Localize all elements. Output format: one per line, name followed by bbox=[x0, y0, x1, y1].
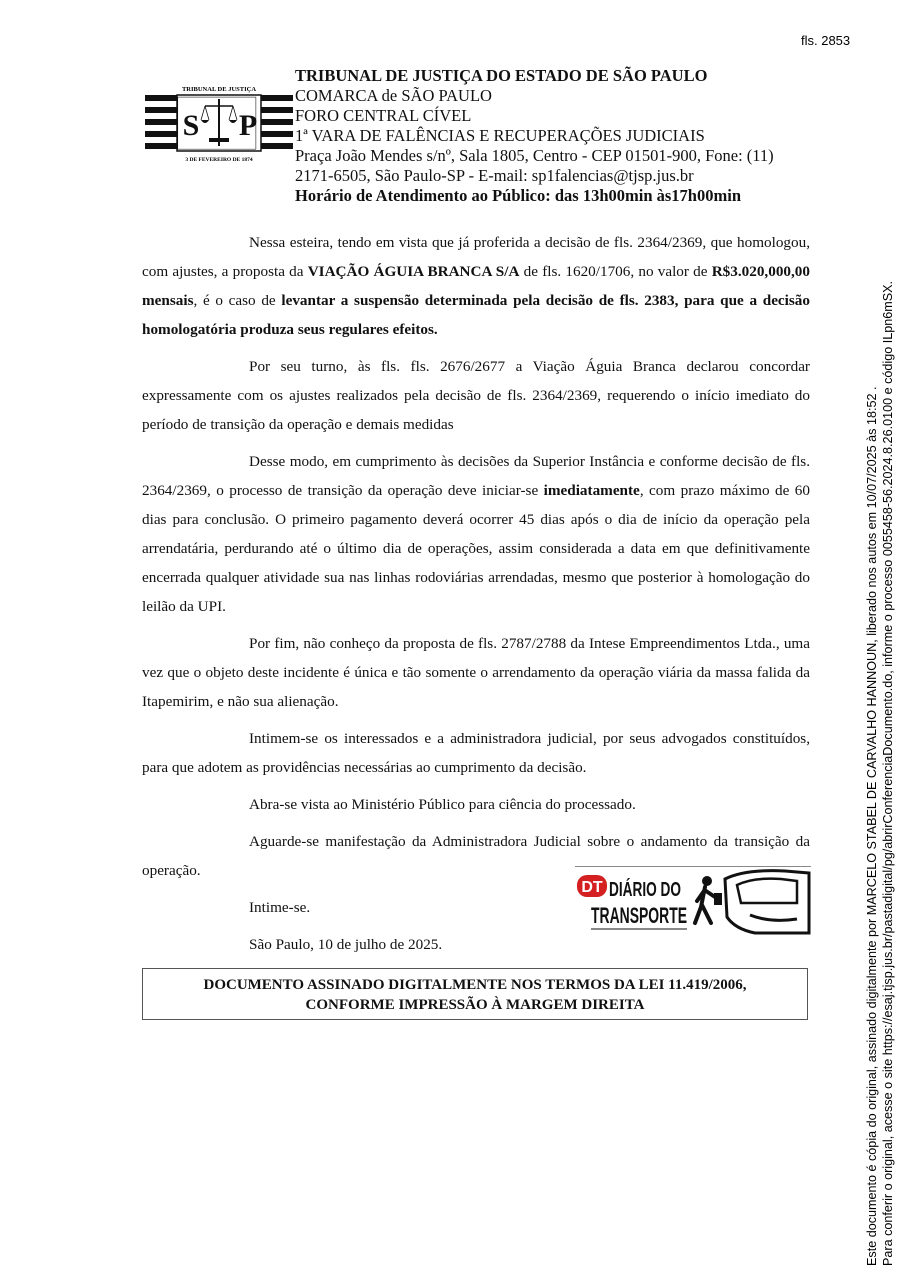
margin-authentication-text bbox=[864, 206, 900, 1266]
header-office-hours: Horário de Atendimento ao Público: das 13h00min às17h00min bbox=[295, 186, 741, 205]
p1-company-name: VIAÇÃO ÁGUIA BRANCA S/A bbox=[307, 263, 520, 280]
header-contact: 2171-6505, São Paulo-SP - E-mail: sp1falencias@tjsp.jus.br bbox=[295, 166, 694, 185]
seal-letter-s: S bbox=[182, 109, 200, 142]
logo-badge-text: DT bbox=[581, 879, 603, 896]
p3-immediately: imediatamente bbox=[543, 482, 640, 499]
header-forum: FORO CENTRAL CÍVEL bbox=[295, 106, 472, 125]
header-court-division: 1ª VARA DE FALÊNCIAS E RECUPERAÇÕES JUDICIAIS bbox=[295, 126, 705, 145]
logo-line1: DIÁRIO DO bbox=[609, 879, 715, 901]
digital-signature-notice bbox=[142, 968, 808, 1020]
page-number: fls. 2853 bbox=[801, 33, 851, 48]
paragraph-3 bbox=[142, 447, 810, 621]
p1-ruling: levantar a suspensão determinada pela decisão de fls. 2383, para que a decisão homologatória produza seus regulares efeitos. bbox=[142, 292, 810, 338]
seal-bottom-text: 3 DE FEVEREIRO DE 1874 bbox=[185, 157, 253, 163]
seal-top-text: TRIBUNAL DE JUSTIÇA bbox=[181, 86, 257, 93]
header-address: Praça João Mendes s/nº, Sala 1805, Centro - CEP 01501-900, Fone: (11) bbox=[295, 146, 774, 165]
header-district: COMARCA de SÃO PAULO bbox=[295, 86, 492, 105]
p1-text-e: , é o caso de bbox=[193, 292, 282, 309]
p1-text-a: Nessa esteira, tendo em vista que já proferida a decisão de fls. 2364/2369, que homologou, com ajustes, a proposta da bbox=[142, 234, 810, 280]
signature-notice-line1: DOCUMENTO ASSINADO DIGITALMENTE NOS TERMOS DA LEI 11.419/2006, bbox=[203, 977, 747, 993]
margin-line2: Para conferir o original, acesse o site https://esaj.tjsp.jus.br/pastadigital/pg/abrirConferenciaDocumento.do, informe o processo 0055458-56.2024.8.26.0100 e código ILpn6mSX. bbox=[881, 281, 895, 1266]
paragraph-7: Aguarde-se manifestação da Administradora Judicial sobre o andamento da transição da operação. bbox=[142, 833, 810, 879]
paragraph-date: São Paulo, 10 de julho de 2025. bbox=[249, 936, 443, 953]
paragraph-4: Por fim, não conheço da proposta de fls. 2787/2788 da Intese Empreendimentos Ltda., uma vez que o objeto deste incidente é única e tão somente o arrendamento da operação viária da massa falida da Itapemirim, e não sua alienação. bbox=[142, 635, 810, 710]
p1-amount: R$3.020,000,00 mensais bbox=[142, 263, 810, 309]
paragraph-8: Intime-se. bbox=[249, 899, 311, 916]
paragraph-5: Intimem-se os interessados e a administradora judicial, por seus advogados constituídos, para que adotem as providências necessárias ao cumprimento da decisão. bbox=[142, 730, 810, 776]
court-seal-logo bbox=[145, 82, 293, 164]
p3-text-a: Desse modo, em cumprimento às decisões da Superior Instância e conforme decisão de fls. 2364/2369, o processo de transição da operação deve iniciar-se bbox=[142, 453, 810, 499]
seal-letter-p: P bbox=[238, 109, 258, 142]
signature-notice-line2: CONFORME IMPRESSÃO À MARGEM DIREITA bbox=[305, 997, 645, 1013]
margin-line1: Este documento é cópia do original, assinado digitalmente por MARCELO STABEL DE CARVALHO HANNOUN, liberado nos autos em 10/07/2025 às 18:52 . bbox=[865, 386, 879, 1266]
header-court-name: TRIBUNAL DE JUSTIÇA DO ESTADO DE SÃO PAULO bbox=[295, 66, 708, 85]
p3-text-c: , com prazo máximo de 60 dias para conclusão. O primeiro pagamento deverá ocorrer 45 dias após o dia de início da operação pela arrendatária, perdurando até o último dia de operações, assim considerada a data em que definitivamente encerrada qualquer atividade sua nas linhas rodoviárias arrendadas, mesmo que posterior à homologação do leilão da UPI. bbox=[142, 482, 810, 615]
p1-text-c: de fls. 1620/1706, no valor de bbox=[519, 263, 712, 280]
diario-do-transporte-logo bbox=[575, 866, 811, 939]
paragraph-6: Abra-se vista ao Ministério Público para ciência do processado. bbox=[249, 796, 636, 813]
paragraph-1 bbox=[142, 228, 810, 344]
paragraph-2: Por seu turno, às fls. fls. 2676/2677 a Viação Águia Branca declarou concordar expressamente com os ajustes realizados pela decisão de fls. 2364/2369, requerendo o início imediato do período de transição da operação e demais medidas bbox=[142, 358, 810, 433]
decision-body bbox=[142, 228, 810, 967]
court-header bbox=[295, 66, 815, 206]
logo-graphic bbox=[575, 867, 811, 939]
seal-graphic bbox=[145, 82, 293, 164]
logo-line2: TRANSPORTE bbox=[591, 903, 687, 928]
